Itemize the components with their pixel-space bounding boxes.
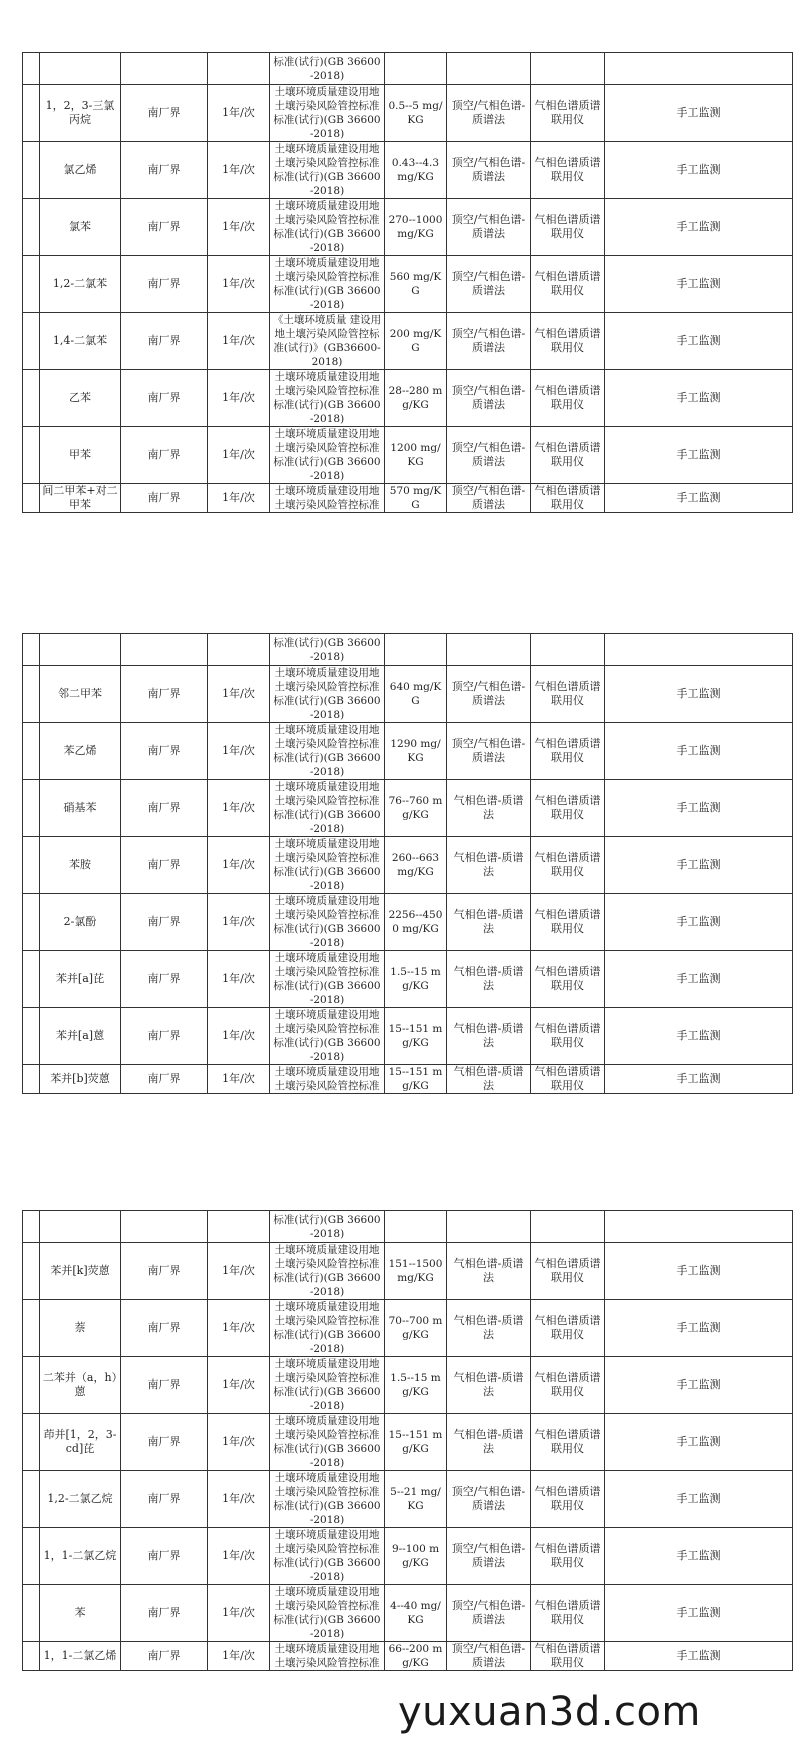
monitoring-table — [22, 52, 793, 513]
standard-cell: 土壤环境质量建设用地土壤污染风险管控标准标准(试行)(GB 36600-2018) — [270, 1243, 385, 1300]
table-row — [23, 1414, 793, 1471]
mode-cell: 手工监测 — [605, 1008, 793, 1065]
method-cell: 气相色谱-质谱法 — [447, 1243, 531, 1300]
empty-cell — [121, 1211, 208, 1243]
method-cell: 气相色谱-质谱法 — [447, 951, 531, 1008]
method-cell: 气相色谱-质谱法 — [447, 1357, 531, 1414]
site-cell: 南厂界 — [121, 1585, 208, 1642]
item-name-cell: 苯 — [40, 1585, 121, 1642]
table-row — [23, 1065, 793, 1094]
site-cell: 南厂界 — [121, 370, 208, 427]
instrument-cell: 气相色谱质谱联用仪 — [531, 1471, 605, 1528]
table-row — [23, 313, 793, 370]
empty-cell — [23, 1471, 40, 1528]
mode-cell: 手工监测 — [605, 1642, 793, 1671]
limit-cell: 15--151 mg/KG — [385, 1008, 447, 1065]
mode-cell: 手工监测 — [605, 427, 793, 484]
site-cell: 南厂界 — [121, 1528, 208, 1585]
mode-cell: 手工监测 — [605, 1065, 793, 1094]
mode-cell: 手工监测 — [605, 256, 793, 313]
table-row — [23, 1528, 793, 1585]
frequency-cell: 1年/次 — [208, 894, 270, 951]
watermark-text: yuxuan3d.com — [398, 1689, 701, 1735]
standard-cell: 土壤环境质量建设用地土壤污染风险管控标准标准(试行)(GB 36600-2018) — [270, 1357, 385, 1414]
limit-cell: 200 mg/KG — [385, 313, 447, 370]
mode-cell: 手工监测 — [605, 1300, 793, 1357]
item-name-cell: 苯并[a]芘 — [40, 951, 121, 1008]
empty-cell — [23, 1642, 40, 1671]
table-row — [23, 666, 793, 723]
empty-cell — [23, 313, 40, 370]
site-cell: 南厂界 — [121, 951, 208, 1008]
empty-cell — [23, 1585, 40, 1642]
instrument-cell: 气相色谱质谱联用仪 — [531, 837, 605, 894]
table-row — [23, 256, 793, 313]
frequency-cell: 1年/次 — [208, 85, 270, 142]
instrument-cell: 气相色谱质谱联用仪 — [531, 723, 605, 780]
site-cell: 南厂界 — [121, 1065, 208, 1094]
standard-cell: 土壤环境质量建设用地土壤污染风险管控标准标准(试行)(GB 36600-2018) — [270, 85, 385, 142]
frequency-cell: 1年/次 — [208, 1357, 270, 1414]
instrument-cell: 气相色谱质谱联用仪 — [531, 1585, 605, 1642]
frequency-cell: 1年/次 — [208, 1065, 270, 1094]
mode-cell: 手工监测 — [605, 894, 793, 951]
empty-cell — [208, 1211, 270, 1243]
empty-cell — [208, 53, 270, 85]
frequency-cell: 1年/次 — [208, 951, 270, 1008]
limit-cell: 270--1000 mg/KG — [385, 199, 447, 256]
table-row — [23, 723, 793, 780]
site-cell: 南厂界 — [121, 1642, 208, 1671]
mode-cell: 手工监测 — [605, 85, 793, 142]
method-cell: 气相色谱-质谱法 — [447, 1414, 531, 1471]
empty-cell — [385, 53, 447, 85]
method-cell: 气相色谱-质谱法 — [447, 1300, 531, 1357]
limit-cell: 15--151 mg/KG — [385, 1414, 447, 1471]
frequency-cell: 1年/次 — [208, 1008, 270, 1065]
item-name-cell: 1，1-二氯乙烯 — [40, 1642, 121, 1671]
empty-cell — [605, 1211, 793, 1243]
empty-cell — [23, 199, 40, 256]
instrument-cell: 气相色谱质谱联用仪 — [531, 142, 605, 199]
table-row — [23, 837, 793, 894]
frequency-cell: 1年/次 — [208, 427, 270, 484]
empty-cell — [23, 1211, 40, 1243]
empty-cell — [385, 634, 447, 666]
item-name-cell: 苯并[b]荧蒽 — [40, 1065, 121, 1094]
site-cell: 南厂界 — [121, 1300, 208, 1357]
mode-cell: 手工监测 — [605, 1528, 793, 1585]
site-cell: 南厂界 — [121, 1243, 208, 1300]
instrument-cell: 气相色谱质谱联用仪 — [531, 1008, 605, 1065]
method-cell: 顶空/气相色谱-质谱法 — [447, 85, 531, 142]
standard-cell: 土壤环境质量建设用地土壤污染风险管控标准标准(试行)(GB 36600-2018) — [270, 256, 385, 313]
mode-cell: 手工监测 — [605, 313, 793, 370]
table-row — [23, 1585, 793, 1642]
empty-cell — [40, 1211, 121, 1243]
empty-cell — [531, 634, 605, 666]
item-name-cell: 茚并[1，2，3-cd]芘 — [40, 1414, 121, 1471]
mode-cell: 手工监测 — [605, 780, 793, 837]
empty-cell — [208, 634, 270, 666]
standard-cell: 土壤环境质量建设用地土壤污染风险管控标准 — [270, 1065, 385, 1094]
item-name-cell: 氯苯 — [40, 199, 121, 256]
instrument-cell: 气相色谱质谱联用仪 — [531, 427, 605, 484]
method-cell: 顶空/气相色谱-质谱法 — [447, 313, 531, 370]
frequency-cell: 1年/次 — [208, 142, 270, 199]
instrument-cell: 气相色谱质谱联用仪 — [531, 780, 605, 837]
mode-cell: 手工监测 — [605, 723, 793, 780]
standard-cell: 土壤环境质量建设用地土壤污染风险管控标准标准(试行)(GB 36600-2018) — [270, 1528, 385, 1585]
frequency-cell: 1年/次 — [208, 313, 270, 370]
item-name-cell: 2-氯酚 — [40, 894, 121, 951]
empty-cell — [531, 53, 605, 85]
instrument-cell: 气相色谱质谱联用仪 — [531, 951, 605, 1008]
standard-cell: 土壤环境质量建设用地土壤污染风险管控标准标准(试行)(GB 36600-2018) — [270, 370, 385, 427]
empty-cell — [121, 53, 208, 85]
site-cell: 南厂界 — [121, 199, 208, 256]
empty-cell — [605, 53, 793, 85]
empty-cell — [23, 634, 40, 666]
instrument-cell: 气相色谱质谱联用仪 — [531, 313, 605, 370]
table-row — [23, 142, 793, 199]
item-name-cell: 间二甲苯+对二甲苯 — [40, 484, 121, 513]
standard-cell: 土壤环境质量建设用地土壤污染风险管控标准标准(试行)(GB 36600-2018) — [270, 1414, 385, 1471]
limit-cell: 1.5--15 mg/KG — [385, 951, 447, 1008]
empty-cell — [23, 484, 40, 513]
empty-cell — [23, 256, 40, 313]
empty-cell — [23, 1300, 40, 1357]
mode-cell: 手工监测 — [605, 199, 793, 256]
instrument-cell: 气相色谱质谱联用仪 — [531, 1065, 605, 1094]
table-row — [23, 1300, 793, 1357]
mode-cell: 手工监测 — [605, 666, 793, 723]
limit-cell: 1200 mg/KG — [385, 427, 447, 484]
standard-cell: 土壤环境质量建设用地土壤污染风险管控标准标准(试行)(GB 36600-2018) — [270, 1471, 385, 1528]
method-cell: 气相色谱-质谱法 — [447, 780, 531, 837]
mode-cell: 手工监测 — [605, 1585, 793, 1642]
instrument-cell: 气相色谱质谱联用仪 — [531, 370, 605, 427]
item-name-cell: 1,4-二氯苯 — [40, 313, 121, 370]
instrument-cell: 气相色谱质谱联用仪 — [531, 1414, 605, 1471]
empty-cell — [23, 370, 40, 427]
method-cell: 顶空/气相色谱-质谱法 — [447, 723, 531, 780]
mode-cell: 手工监测 — [605, 370, 793, 427]
limit-cell: 560 mg/KG — [385, 256, 447, 313]
table-row — [23, 427, 793, 484]
item-name-cell: 苯并[a]蒽 — [40, 1008, 121, 1065]
empty-cell — [23, 951, 40, 1008]
method-cell: 顶空/气相色谱-质谱法 — [447, 427, 531, 484]
limit-cell: 260--663 mg/KG — [385, 837, 447, 894]
standard-cell: 土壤环境质量建设用地土壤污染风险管控标准标准(试行)(GB 36600-2018) — [270, 951, 385, 1008]
instrument-cell: 气相色谱质谱联用仪 — [531, 1528, 605, 1585]
mode-cell: 手工监测 — [605, 837, 793, 894]
monitoring-table — [22, 1210, 793, 1671]
item-name-cell: 苯乙烯 — [40, 723, 121, 780]
method-cell: 气相色谱-质谱法 — [447, 837, 531, 894]
mode-cell: 手工监测 — [605, 951, 793, 1008]
limit-cell: 151--1500 mg/KG — [385, 1243, 447, 1300]
empty-cell — [23, 427, 40, 484]
empty-cell — [121, 634, 208, 666]
continuation-row — [23, 634, 793, 666]
standard-cell: 土壤环境质量建设用地土壤污染风险管控标准标准(试行)(GB 36600-2018) — [270, 780, 385, 837]
empty-cell — [447, 53, 531, 85]
standard-cell: 土壤环境质量建设用地土壤污染风险管控标准 — [270, 484, 385, 513]
method-cell: 顶空/气相色谱-质谱法 — [447, 199, 531, 256]
item-name-cell: 1，1-二氯乙烷 — [40, 1528, 121, 1585]
empty-cell — [23, 1065, 40, 1094]
mode-cell: 手工监测 — [605, 484, 793, 513]
site-cell: 南厂界 — [121, 1008, 208, 1065]
method-cell: 气相色谱-质谱法 — [447, 1065, 531, 1094]
method-cell: 顶空/气相色谱-质谱法 — [447, 1528, 531, 1585]
mode-cell: 手工监测 — [605, 1414, 793, 1471]
empty-cell — [23, 53, 40, 85]
table-row — [23, 1008, 793, 1065]
standard-cell: 标准(试行)(GB 36600-2018) — [270, 634, 385, 666]
instrument-cell: 气相色谱质谱联用仪 — [531, 256, 605, 313]
item-name-cell: 苯胺 — [40, 837, 121, 894]
site-cell: 南厂界 — [121, 1357, 208, 1414]
monitoring-table — [22, 633, 793, 1094]
site-cell: 南厂界 — [121, 484, 208, 513]
limit-cell: 15--151 mg/KG — [385, 1065, 447, 1094]
standard-cell: 标准(试行)(GB 36600-2018) — [270, 53, 385, 85]
method-cell: 气相色谱-质谱法 — [447, 894, 531, 951]
standard-cell: 土壤环境质量建设用地土壤污染风险管控标准标准(试行)(GB 36600-2018) — [270, 894, 385, 951]
table-row — [23, 1471, 793, 1528]
empty-cell — [385, 1211, 447, 1243]
empty-cell — [23, 666, 40, 723]
site-cell: 南厂界 — [121, 427, 208, 484]
limit-cell: 76--760 mg/KG — [385, 780, 447, 837]
site-cell: 南厂界 — [121, 313, 208, 370]
frequency-cell: 1年/次 — [208, 199, 270, 256]
frequency-cell: 1年/次 — [208, 723, 270, 780]
standard-cell: 土壤环境质量建设用地土壤污染风险管控标准 — [270, 1642, 385, 1671]
instrument-cell: 气相色谱质谱联用仪 — [531, 85, 605, 142]
frequency-cell: 1年/次 — [208, 1471, 270, 1528]
limit-cell: 5--21 mg/KG — [385, 1471, 447, 1528]
instrument-cell: 气相色谱质谱联用仪 — [531, 1243, 605, 1300]
empty-cell — [23, 894, 40, 951]
standard-cell: 土壤环境质量建设用地土壤污染风险管控标准标准(试行)(GB 36600-2018) — [270, 837, 385, 894]
item-name-cell: 二苯并（a，h）蒽 — [40, 1357, 121, 1414]
limit-cell: 1290 mg/KG — [385, 723, 447, 780]
site-cell: 南厂界 — [121, 256, 208, 313]
limit-cell: 0.43--4.3 mg/KG — [385, 142, 447, 199]
empty-cell — [23, 1528, 40, 1585]
table-row — [23, 894, 793, 951]
empty-cell — [40, 53, 121, 85]
empty-cell — [23, 85, 40, 142]
empty-cell — [23, 1357, 40, 1414]
standard-cell: 土壤环境质量建设用地土壤污染风险管控标准标准(试行)(GB 36600-2018) — [270, 427, 385, 484]
table-row — [23, 484, 793, 513]
limit-cell: 70--700 mg/KG — [385, 1300, 447, 1357]
site-cell: 南厂界 — [121, 666, 208, 723]
frequency-cell: 1年/次 — [208, 256, 270, 313]
item-name-cell: 硝基苯 — [40, 780, 121, 837]
limit-cell: 1.5--15 mg/KG — [385, 1357, 447, 1414]
empty-cell — [447, 1211, 531, 1243]
limit-cell: 640 mg/KG — [385, 666, 447, 723]
mode-cell: 手工监测 — [605, 1471, 793, 1528]
table-row — [23, 1642, 793, 1671]
limit-cell: 4--40 mg/KG — [385, 1585, 447, 1642]
standard-cell: 土壤环境质量建设用地土壤污染风险管控标准标准(试行)(GB 36600-2018) — [270, 1585, 385, 1642]
table-row — [23, 199, 793, 256]
standard-cell: 土壤环境质量建设用地土壤污染风险管控标准标准(试行)(GB 36600-2018) — [270, 142, 385, 199]
site-cell: 南厂界 — [121, 1414, 208, 1471]
method-cell: 顶空/气相色谱-质谱法 — [447, 142, 531, 199]
site-cell: 南厂界 — [121, 723, 208, 780]
item-name-cell: 萘 — [40, 1300, 121, 1357]
empty-cell — [23, 1414, 40, 1471]
item-name-cell: 邻二甲苯 — [40, 666, 121, 723]
table-row — [23, 1357, 793, 1414]
frequency-cell: 1年/次 — [208, 780, 270, 837]
standard-cell: 土壤环境质量建设用地土壤污染风险管控标准标准(试行)(GB 36600-2018) — [270, 666, 385, 723]
site-cell: 南厂界 — [121, 142, 208, 199]
empty-cell — [23, 780, 40, 837]
frequency-cell: 1年/次 — [208, 1528, 270, 1585]
method-cell: 顶空/气相色谱-质谱法 — [447, 1471, 531, 1528]
mode-cell: 手工监测 — [605, 1357, 793, 1414]
standard-cell: 土壤环境质量建设用地土壤污染风险管控标准标准(试行)(GB 36600-2018) — [270, 199, 385, 256]
frequency-cell: 1年/次 — [208, 1585, 270, 1642]
table-row — [23, 370, 793, 427]
instrument-cell: 气相色谱质谱联用仪 — [531, 199, 605, 256]
method-cell: 顶空/气相色谱-质谱法 — [447, 484, 531, 513]
empty-cell — [23, 1008, 40, 1065]
continuation-row — [23, 53, 793, 85]
limit-cell: 570 mg/KG — [385, 484, 447, 513]
limit-cell: 66--200 mg/KG — [385, 1642, 447, 1671]
frequency-cell: 1年/次 — [208, 1300, 270, 1357]
empty-cell — [447, 634, 531, 666]
frequency-cell: 1年/次 — [208, 837, 270, 894]
frequency-cell: 1年/次 — [208, 370, 270, 427]
instrument-cell: 气相色谱质谱联用仪 — [531, 484, 605, 513]
item-name-cell: 1,2-二氯乙烷 — [40, 1471, 121, 1528]
mode-cell: 手工监测 — [605, 1243, 793, 1300]
limit-cell: 0.5--5 mg/KG — [385, 85, 447, 142]
frequency-cell: 1年/次 — [208, 484, 270, 513]
continuation-row — [23, 1211, 793, 1243]
item-name-cell: 1，2，3-三氯丙烷 — [40, 85, 121, 142]
standard-cell: 土壤环境质量建设用地土壤污染风险管控标准标准(试行)(GB 36600-2018) — [270, 1008, 385, 1065]
item-name-cell: 乙苯 — [40, 370, 121, 427]
instrument-cell: 气相色谱质谱联用仪 — [531, 1642, 605, 1671]
limit-cell: 28--280 mg/KG — [385, 370, 447, 427]
instrument-cell: 气相色谱质谱联用仪 — [531, 894, 605, 951]
standard-cell: 土壤环境质量建设用地土壤污染风险管控标准标准(试行)(GB 36600-2018) — [270, 723, 385, 780]
site-cell: 南厂界 — [121, 894, 208, 951]
empty-cell — [23, 142, 40, 199]
method-cell: 气相色谱-质谱法 — [447, 1008, 531, 1065]
standard-cell: 土壤环境质量建设用地土壤污染风险管控标准标准(试行)(GB 36600-2018) — [270, 1300, 385, 1357]
item-name-cell: 甲苯 — [40, 427, 121, 484]
frequency-cell: 1年/次 — [208, 666, 270, 723]
frequency-cell: 1年/次 — [208, 1414, 270, 1471]
limit-cell: 9--100 mg/KG — [385, 1528, 447, 1585]
method-cell: 顶空/气相色谱-质谱法 — [447, 666, 531, 723]
standard-cell: 《土壤环境质量 建设用地土壤污染风险管控标准(试行)》(GB36600-2018) — [270, 313, 385, 370]
limit-cell: 2256--4500 mg/KG — [385, 894, 447, 951]
table-row — [23, 85, 793, 142]
site-cell: 南厂界 — [121, 85, 208, 142]
mode-cell: 手工监测 — [605, 142, 793, 199]
empty-cell — [23, 1243, 40, 1300]
item-name-cell: 苯并[k]荧蒽 — [40, 1243, 121, 1300]
site-cell: 南厂界 — [121, 780, 208, 837]
item-name-cell: 氯乙烯 — [40, 142, 121, 199]
item-name-cell: 1,2-二氯苯 — [40, 256, 121, 313]
empty-cell — [531, 1211, 605, 1243]
method-cell: 顶空/气相色谱-质谱法 — [447, 256, 531, 313]
instrument-cell: 气相色谱质谱联用仪 — [531, 1300, 605, 1357]
empty-cell — [40, 634, 121, 666]
empty-cell — [605, 634, 793, 666]
instrument-cell: 气相色谱质谱联用仪 — [531, 1357, 605, 1414]
instrument-cell: 气相色谱质谱联用仪 — [531, 666, 605, 723]
method-cell: 顶空/气相色谱-质谱法 — [447, 370, 531, 427]
site-cell: 南厂界 — [121, 837, 208, 894]
table-row — [23, 1243, 793, 1300]
standard-cell: 标准(试行)(GB 36600-2018) — [270, 1211, 385, 1243]
empty-cell — [23, 837, 40, 894]
table-row — [23, 951, 793, 1008]
empty-cell — [23, 723, 40, 780]
frequency-cell: 1年/次 — [208, 1642, 270, 1671]
site-cell: 南厂界 — [121, 1471, 208, 1528]
table-row — [23, 780, 793, 837]
method-cell: 顶空/气相色谱-质谱法 — [447, 1585, 531, 1642]
method-cell: 顶空/气相色谱-质谱法 — [447, 1642, 531, 1671]
frequency-cell: 1年/次 — [208, 1243, 270, 1300]
